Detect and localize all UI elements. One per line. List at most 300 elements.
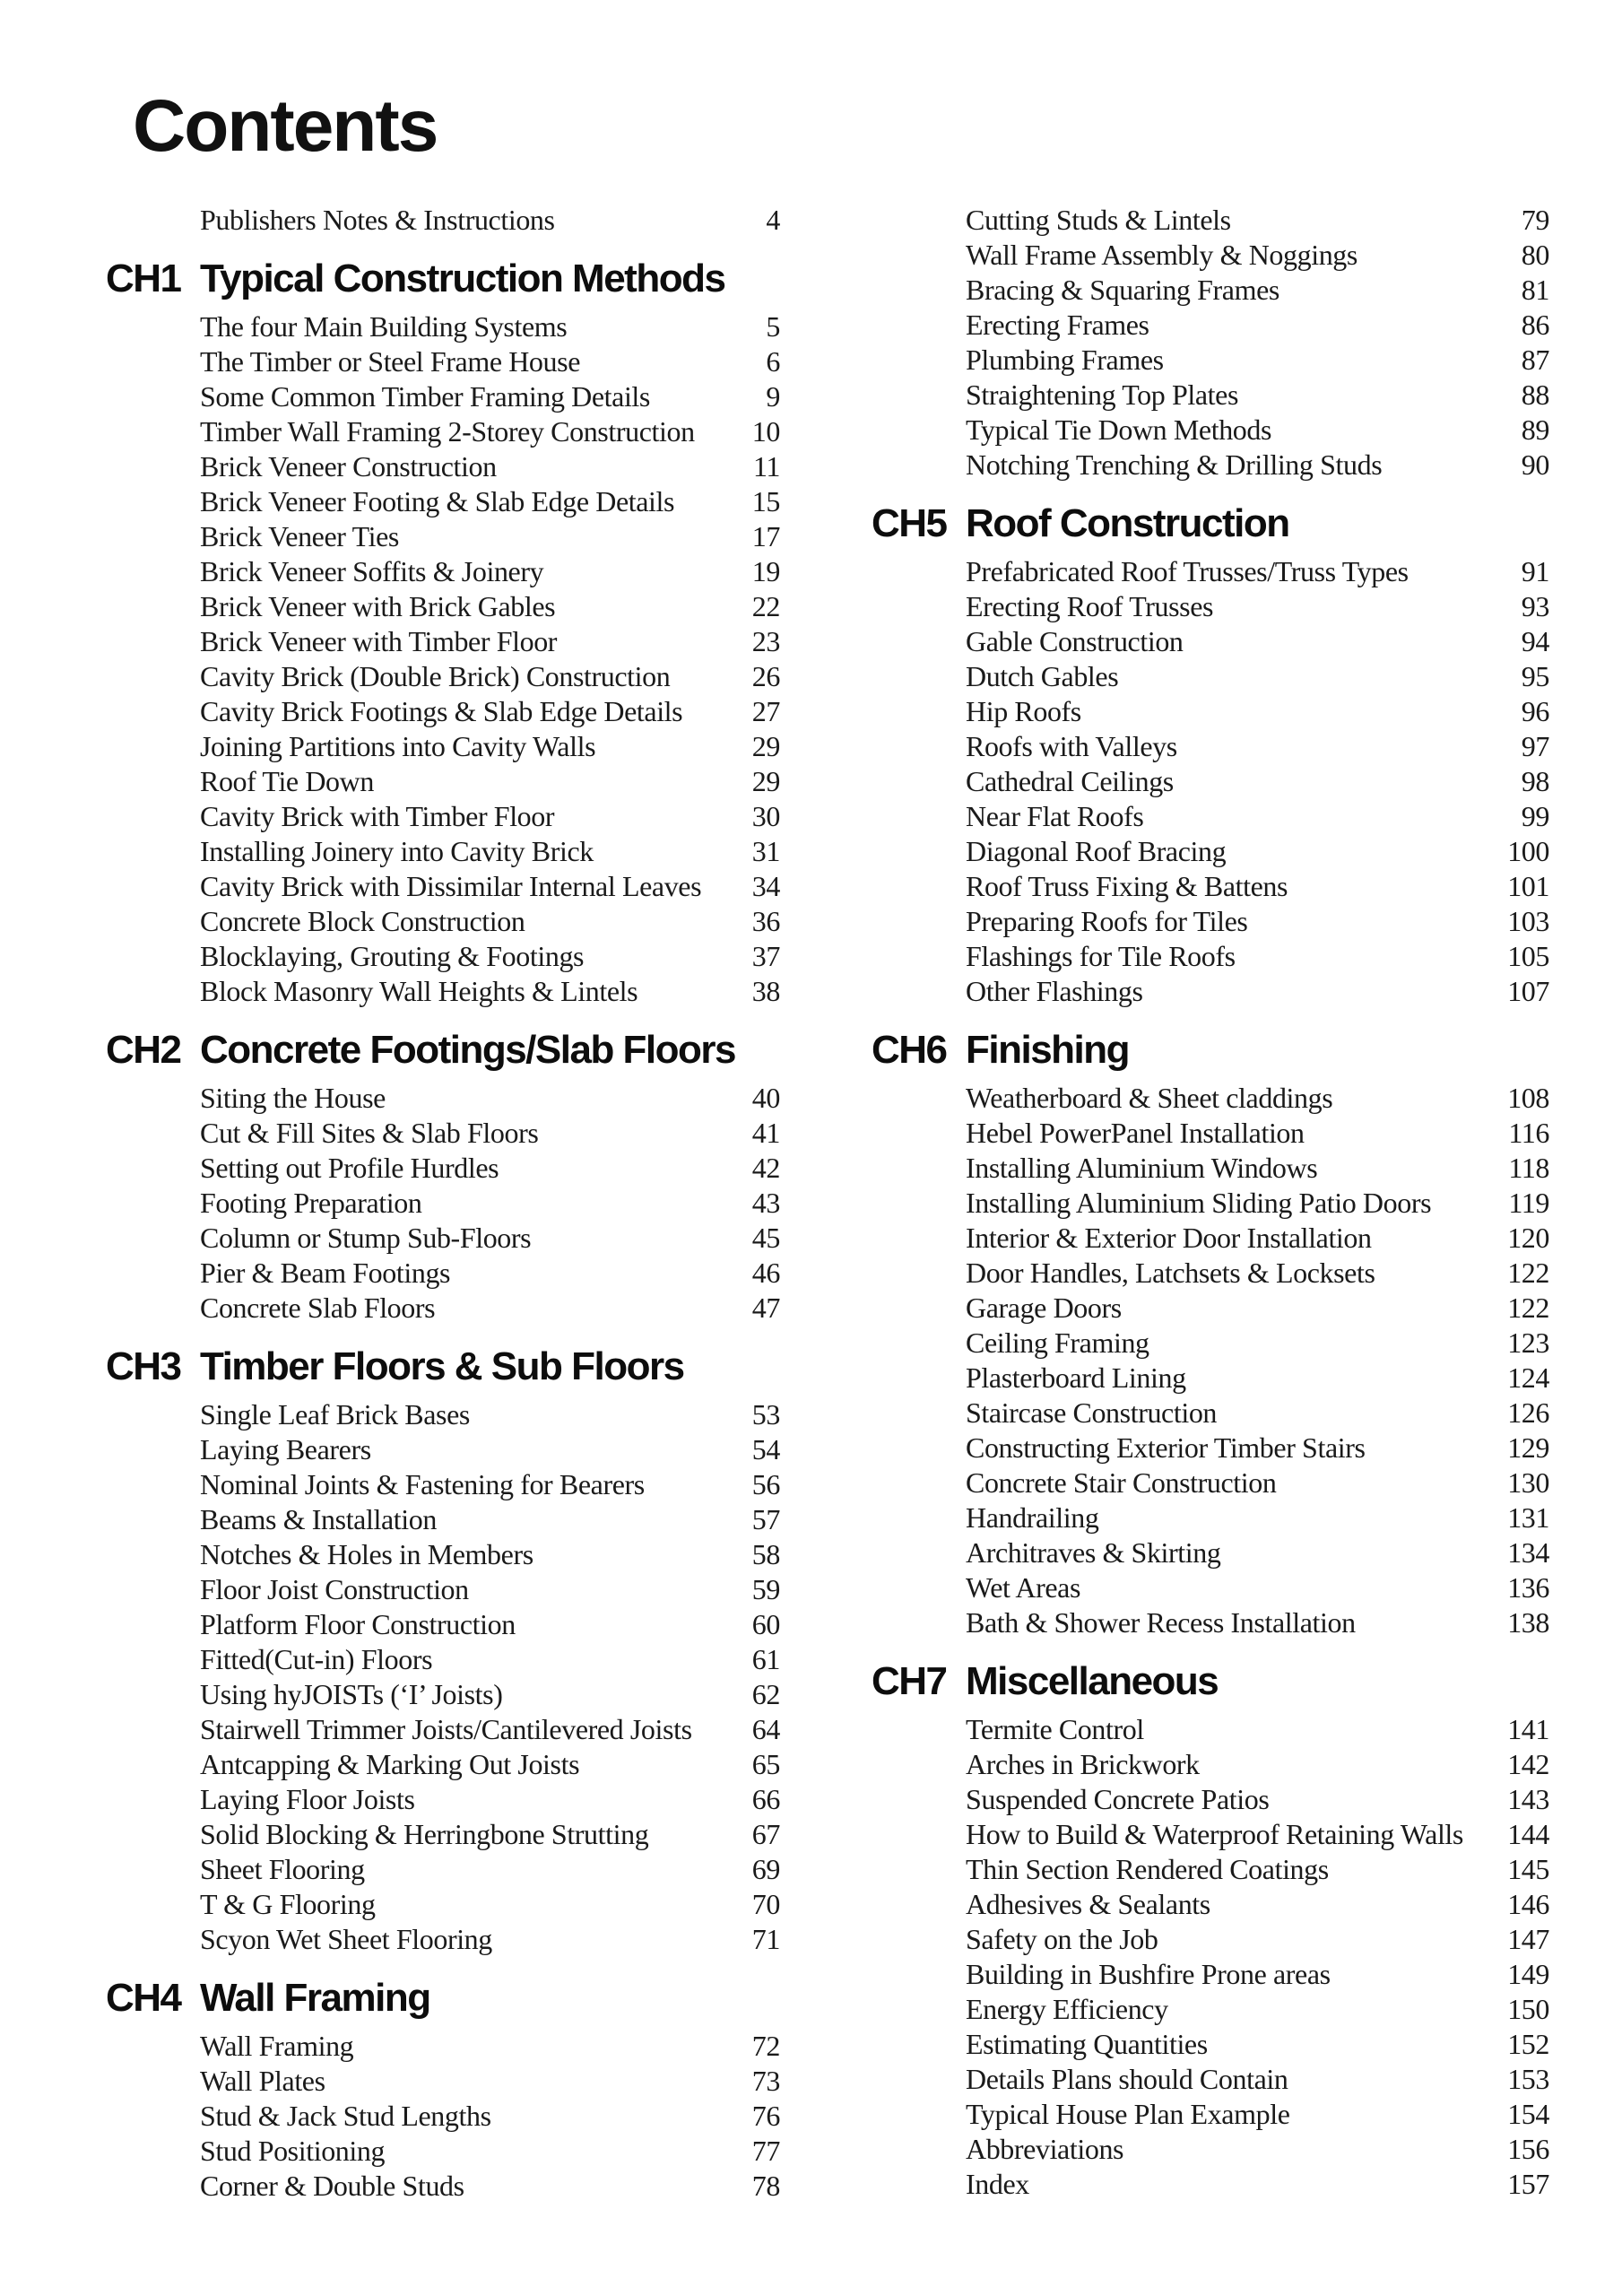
toc-entry-page: 76 [751, 2100, 780, 2132]
toc-entry-label: Stairwell Trimmer Joists/Cantilevered Joists [200, 1713, 692, 1745]
toc-entry-label: Antcapping & Marking Out Joists [200, 1748, 580, 1780]
toc-entry [106, 2169, 780, 2204]
toc-entry-label: Nominal Joints & Fastening for Bearers [200, 1468, 645, 1500]
toc-entry-label: Sheet Flooring [200, 1853, 365, 1885]
toc-entry [106, 799, 780, 834]
toc-entry [872, 1747, 1549, 1782]
toc-entry-page: 131 [1507, 1501, 1549, 1534]
toc-entry-label: Corner & Double Studs [200, 2170, 464, 2202]
toc-entry-label: Termite Control [966, 1713, 1144, 1745]
toc-entry-label: The Timber or Steel Frame House [200, 345, 580, 378]
toc-entry [872, 203, 1549, 238]
toc-entry-label: Cavity Brick (Double Brick) Construction [200, 660, 671, 692]
toc-entry-label: Brick Veneer Soffits & Joinery [200, 555, 544, 587]
toc-entry [872, 1361, 1549, 1396]
chapter-title: Wall Framing [200, 1976, 430, 2020]
toc-entry-page: 122 [1507, 1292, 1549, 1324]
toc-entry-label: Arches in Brickwork [966, 1748, 1200, 1780]
toc-entry-label: Brick Veneer Ties [200, 520, 399, 552]
toc-entry-label: Typical Tie Down Methods [966, 413, 1272, 446]
toc-entry-page: 15 [751, 485, 780, 517]
toc-entry [106, 344, 780, 379]
toc-entry-label: Floor Joist Construction [200, 1573, 469, 1605]
toc-entry [106, 1502, 780, 1537]
toc-entry [106, 1256, 780, 1291]
toc-entry-label: Gable Construction [966, 625, 1184, 657]
toc-entry-label: Staircase Construction [966, 1396, 1218, 1429]
chapter-label: CH6 [872, 1028, 947, 1072]
toc-entry-label: Handrailing [966, 1501, 1099, 1534]
toc-entry [872, 2132, 1549, 2167]
toc-entry [106, 2029, 780, 2064]
toc-entry [872, 1081, 1549, 1116]
toc-entry [106, 1151, 780, 1186]
toc-entry [872, 2062, 1549, 2097]
toc-entry-page: 57 [751, 1503, 780, 1535]
toc-entry [872, 1221, 1549, 1256]
toc-entry-label: Beams & Installation [200, 1503, 437, 1535]
toc-entry-page: 6 [766, 345, 780, 378]
toc-entry [106, 1887, 780, 1922]
toc-entry-page: 149 [1507, 1958, 1549, 1990]
toc-entry-page: 136 [1507, 1571, 1549, 1604]
toc-entry [872, 1186, 1549, 1221]
toc-entry-label: Concrete Stair Construction [966, 1466, 1277, 1499]
toc-entry-label: Footing Preparation [200, 1187, 422, 1219]
toc-entry-page: 22 [751, 590, 780, 622]
toc-entry [106, 2134, 780, 2169]
toc-entry-label: Block Masonry Wall Heights & Lintels [200, 975, 638, 1007]
toc-entry-label: Some Common Timber Framing Details [200, 380, 650, 413]
toc-entry [106, 1642, 780, 1677]
toc-entry [106, 203, 780, 238]
toc-entry-page: 5 [766, 310, 780, 343]
toc-entry-page: 70 [751, 1888, 780, 1920]
chapter-heading [106, 1029, 780, 1072]
toc-entry [872, 1922, 1549, 1957]
toc-entry-label: Hebel PowerPanel Installation [966, 1117, 1305, 1149]
toc-column-right [872, 203, 1549, 2202]
toc-entry [106, 1922, 780, 1957]
toc-entry-label: Prefabricated Roof Trusses/Truss Types [966, 555, 1409, 587]
chapter-heading [106, 257, 780, 300]
toc-entry-label: Cavity Brick with Timber Floor [200, 800, 555, 832]
toc-entry [106, 484, 780, 519]
toc-entry-page: 27 [751, 695, 780, 727]
toc-entry-label: Preparing Roofs for Tiles [966, 905, 1248, 937]
toc-entry-page: 47 [751, 1292, 780, 1324]
toc-entry-label: Safety on the Job [966, 1923, 1158, 1955]
toc-entry-page: 66 [751, 1783, 780, 1815]
toc-entry-label: Installing Aluminium Sliding Patio Doors [966, 1187, 1432, 1219]
toc-entry [872, 1782, 1549, 1817]
toc-entry-label: Cathedral Ceilings [966, 765, 1174, 797]
toc-entry-page: 77 [751, 2135, 780, 2167]
toc-entry-page: 41 [751, 1117, 780, 1149]
toc-entry-page: 142 [1507, 1748, 1549, 1780]
toc-entry [106, 1081, 780, 1116]
toc-entry-page: 23 [751, 625, 780, 657]
toc-entry-label: Blocklaying, Grouting & Footings [200, 940, 585, 972]
toc-entry-label: Brick Veneer Footing & Slab Edge Details [200, 485, 675, 517]
toc-entry-page: 147 [1507, 1923, 1549, 1955]
toc-entry-label: Bracing & Squaring Frames [966, 274, 1279, 306]
toc-entry [106, 1186, 780, 1221]
toc-entry-page: 81 [1521, 274, 1549, 306]
toc-entry-label: Energy Efficiency [966, 1993, 1168, 2025]
toc-entry-page: 144 [1507, 1818, 1549, 1850]
toc-entry-label: Brick Veneer with Brick Gables [200, 590, 556, 622]
toc-entry [872, 1465, 1549, 1500]
chapter-label: CH2 [106, 1028, 181, 1072]
toc-entry-page: 134 [1507, 1536, 1549, 1569]
toc-entry-label: Laying Bearers [200, 1433, 371, 1465]
toc-entry-page: 72 [751, 2030, 780, 2062]
toc-entry-page: 130 [1507, 1466, 1549, 1499]
toc-entry [106, 2099, 780, 2134]
toc-entry-page: 145 [1507, 1853, 1549, 1885]
toc-entry [106, 519, 780, 554]
toc-entry-label: Thin Section Rendered Coatings [966, 1853, 1329, 1885]
toc-entry-page: 71 [751, 1923, 780, 1955]
toc-entry-page: 40 [751, 1082, 780, 1114]
toc-entry-page: 143 [1507, 1783, 1549, 1815]
toc-entry [872, 834, 1549, 869]
toc-entry-label: Abbreviations [966, 2133, 1124, 2165]
toc-entry-page: 108 [1507, 1082, 1549, 1114]
toc-entry-label: Straightening Top Plates [966, 378, 1238, 411]
toc-entry-page: 53 [751, 1398, 780, 1431]
chapter-title: Typical Construction Methods [200, 257, 725, 300]
toc-entry [106, 869, 780, 904]
toc-entry-label: Cut & Fill Sites & Slab Floors [200, 1117, 539, 1149]
toc-entry [872, 1712, 1549, 1747]
toc-entry [872, 1992, 1549, 2027]
toc-entry-page: 29 [751, 765, 780, 797]
toc-entry-label: Architraves & Skirting [966, 1536, 1221, 1569]
toc-entry [106, 1116, 780, 1151]
toc-entry-page: 46 [751, 1257, 780, 1289]
toc-entry-page: 4 [766, 204, 780, 236]
toc-entry [872, 659, 1549, 694]
toc-entry-page: 10 [751, 415, 780, 448]
toc-entry [872, 939, 1549, 974]
chapter-label: CH1 [106, 257, 181, 300]
toc-entry-label: Hip Roofs [966, 695, 1081, 727]
toc-entry [106, 1572, 780, 1607]
toc-entry [872, 1326, 1549, 1361]
toc-entry-page: 30 [751, 800, 780, 832]
toc-entry [106, 309, 780, 344]
toc-entry [872, 694, 1549, 729]
toc-entry [106, 834, 780, 869]
toc-entry-page: 126 [1507, 1396, 1549, 1429]
toc-entry-label: Setting out Profile Hurdles [200, 1152, 499, 1184]
toc-entry-page: 124 [1507, 1361, 1549, 1394]
toc-entry [872, 1817, 1549, 1852]
chapter-title: Finishing [966, 1028, 1130, 1072]
toc-entry-label: Cutting Studs & Lintels [966, 204, 1231, 236]
toc-entry-page: 129 [1507, 1431, 1549, 1464]
toc-entry-label: Notching Trenching & Drilling Studs [966, 448, 1383, 481]
toc-entry-page: 9 [766, 380, 780, 413]
chapter-title: Concrete Footings/Slab Floors [200, 1028, 735, 1072]
toc-entry [872, 799, 1549, 834]
toc-entry-page: 119 [1508, 1187, 1549, 1219]
toc-entry [872, 589, 1549, 624]
toc-entry-page: 116 [1508, 1117, 1549, 1149]
toc-entry [872, 1256, 1549, 1291]
toc-entry-page: 154 [1507, 2098, 1549, 2130]
toc-entry-page: 88 [1521, 378, 1549, 411]
chapter-label: CH4 [106, 1976, 181, 2020]
toc-entry-label: Adhesives & Sealants [966, 1888, 1210, 1920]
toc-entry-label: Diagonal Roof Bracing [966, 835, 1227, 867]
toc-entry [106, 414, 780, 449]
toc-entry-label: Other Flashings [966, 975, 1143, 1007]
chapter-heading [872, 1660, 1549, 1703]
toc-entry-page: 141 [1507, 1713, 1549, 1745]
toc-entry [872, 554, 1549, 589]
toc-entry-page: 150 [1507, 1993, 1549, 2025]
toc-entry-label: Erecting Roof Trusses [966, 590, 1214, 622]
toc-entry-label: Plasterboard Lining [966, 1361, 1186, 1394]
page-title: Contents [133, 85, 438, 167]
toc-entry [872, 2097, 1549, 2132]
toc-entry-label: How to Build & Waterproof Retaining Walls [966, 1818, 1463, 1850]
toc-entry-page: 80 [1521, 239, 1549, 271]
toc-entry-page: 157 [1507, 2168, 1549, 2200]
toc-entry-label: Brick Veneer with Timber Floor [200, 625, 558, 657]
toc-entry [106, 1817, 780, 1852]
toc-entry-page: 34 [751, 870, 780, 902]
toc-entry-page: 105 [1507, 940, 1549, 972]
chapter-title: Roof Construction [966, 501, 1289, 545]
toc-entry [872, 624, 1549, 659]
toc-entry [106, 624, 780, 659]
chapter-label: CH7 [872, 1659, 947, 1703]
toc-entry-label: Pier & Beam Footings [200, 1257, 451, 1289]
toc-entry-label: Fitted(Cut-in) Floors [200, 1643, 433, 1675]
toc-entry-page: 43 [751, 1187, 780, 1219]
chapter-title: Timber Floors & Sub Floors [200, 1344, 684, 1388]
toc-entry [872, 974, 1549, 1009]
toc-entry [106, 729, 780, 764]
toc-entry-page: 42 [751, 1152, 780, 1184]
toc-entry-page: 103 [1507, 905, 1549, 937]
toc-entry [872, 2027, 1549, 2062]
toc-entry-page: 79 [1521, 204, 1549, 236]
toc-entry-page: 17 [751, 520, 780, 552]
toc-entry-page: 64 [751, 1713, 780, 1745]
toc-entry [106, 554, 780, 589]
toc-entry-label: Roof Tie Down [200, 765, 374, 797]
toc-entry [872, 413, 1549, 448]
toc-entry [106, 1397, 780, 1432]
toc-entry-page: 138 [1507, 1606, 1549, 1639]
toc-entry-label: Timber Wall Framing 2-Storey Construction [200, 415, 695, 448]
toc-entry-page: 67 [751, 1818, 780, 1850]
toc-entry-label: Door Handles, Latchsets & Locksets [966, 1257, 1375, 1289]
toc-entry-label: Concrete Block Construction [200, 905, 525, 937]
toc-entry-label: Cavity Brick with Dissimilar Internal Leaves [200, 870, 702, 902]
toc-entry [106, 1467, 780, 1502]
toc-entry [872, 1887, 1549, 1922]
toc-entry-page: 98 [1521, 765, 1549, 797]
toc-entry [106, 1712, 780, 1747]
toc-entry [872, 1116, 1549, 1151]
toc-entry-label: Solid Blocking & Herringbone Strutting [200, 1818, 649, 1850]
toc-entry-page: 96 [1521, 695, 1549, 727]
toc-entry-label: Index [966, 2168, 1029, 2200]
toc-entry-page: 93 [1521, 590, 1549, 622]
toc-entry-label: Interior & Exterior Door Installation [966, 1222, 1372, 1254]
toc-entry [106, 1607, 780, 1642]
toc-entry-page: 120 [1507, 1222, 1549, 1254]
chapter-title: Miscellaneous [966, 1659, 1219, 1703]
toc-entry-page: 95 [1521, 660, 1549, 692]
toc-entry-page: 152 [1507, 2028, 1549, 2060]
toc-entry-page: 97 [1521, 730, 1549, 762]
toc-entry-label: Notches & Holes in Members [200, 1538, 533, 1570]
toc-entry [872, 2167, 1549, 2202]
toc-entry-label: Dutch Gables [966, 660, 1119, 692]
toc-entry-label: Erecting Frames [966, 309, 1149, 341]
toc-entry [872, 1431, 1549, 1465]
toc-entry-page: 100 [1507, 835, 1549, 867]
toc-entry [872, 1605, 1549, 1640]
toc-entry [872, 273, 1549, 308]
toc-entry-label: Near Flat Roofs [966, 800, 1144, 832]
toc-entry-page: 101 [1507, 870, 1549, 902]
toc-entry-page: 91 [1521, 555, 1549, 587]
toc-entry [106, 764, 780, 799]
toc-entry-label: Single Leaf Brick Bases [200, 1398, 470, 1431]
toc-entry-label: Brick Veneer Construction [200, 450, 497, 483]
toc-entry [106, 1677, 780, 1712]
toc-entry [106, 449, 780, 484]
toc-entry-label: Roofs with Valleys [966, 730, 1177, 762]
toc-entry [872, 1535, 1549, 1570]
toc-entry-page: 11 [752, 450, 780, 483]
toc-entry [106, 974, 780, 1009]
toc-entry-page: 94 [1521, 625, 1549, 657]
toc-entry-page: 19 [751, 555, 780, 587]
toc-entry-label: Bath & Shower Recess Installation [966, 1606, 1356, 1639]
toc-entry-page: 54 [751, 1433, 780, 1465]
toc-entry-page: 73 [751, 2065, 780, 2097]
toc-entry-page: 45 [751, 1222, 780, 1254]
toc-entry-page: 59 [751, 1573, 780, 1605]
toc-entry-label: Constructing Exterior Timber Stairs [966, 1431, 1366, 1464]
toc-entry-page: 26 [751, 660, 780, 692]
toc-entry-page: 78 [751, 2170, 780, 2202]
toc-entry [106, 1432, 780, 1467]
toc-entry [872, 308, 1549, 343]
toc-entry [872, 378, 1549, 413]
toc-entry-label: Wet Areas [966, 1571, 1080, 1604]
toc-entry-page: 122 [1507, 1257, 1549, 1289]
toc-entry-label: Suspended Concrete Patios [966, 1783, 1270, 1815]
toc-entry-label: Wall Plates [200, 2065, 325, 2097]
toc-entry [872, 343, 1549, 378]
toc-entry-label: Typical House Plan Example [966, 2098, 1290, 2130]
toc-entry [106, 659, 780, 694]
toc-entry-label: Details Plans should Contain [966, 2063, 1288, 2095]
toc-entry [872, 764, 1549, 799]
toc-entry-page: 153 [1507, 2063, 1549, 2095]
toc-entry [872, 1396, 1549, 1431]
toc-entry [106, 939, 780, 974]
toc-entry [872, 1852, 1549, 1887]
toc-entry-label: Column or Stump Sub-Floors [200, 1222, 532, 1254]
toc-entry-label: Laying Floor Joists [200, 1783, 415, 1815]
toc-entry-label: Scyon Wet Sheet Flooring [200, 1923, 492, 1955]
chapter-label: CH5 [872, 501, 947, 545]
toc-entry [872, 1500, 1549, 1535]
toc-entry-page: 87 [1521, 344, 1549, 376]
toc-entry-label: Installing Joinery into Cavity Brick [200, 835, 594, 867]
toc-entry-label: T & G Flooring [200, 1888, 376, 1920]
toc-entry-label: Garage Doors [966, 1292, 1122, 1324]
toc-entry [106, 1291, 780, 1326]
toc-entry-label: Ceiling Framing [966, 1326, 1149, 1359]
toc-entry-page: 58 [751, 1538, 780, 1570]
toc-entry-label: Weatherboard & Sheet claddings [966, 1082, 1333, 1114]
toc-entry [872, 904, 1549, 939]
toc-entry-page: 36 [751, 905, 780, 937]
toc-entry [872, 1570, 1549, 1605]
toc-entry-label: Joining Partitions into Cavity Walls [200, 730, 596, 762]
toc-column-left [106, 203, 780, 2204]
toc-entry [872, 1957, 1549, 1992]
toc-entry-page: 90 [1521, 448, 1549, 481]
toc-entry [106, 1852, 780, 1887]
toc-entry-label: Stud Positioning [200, 2135, 386, 2167]
toc-entry-page: 99 [1521, 800, 1549, 832]
toc-entry [872, 1151, 1549, 1186]
toc-entry-page: 156 [1507, 2133, 1549, 2165]
toc-entry-label: Using hyJOISTs (‘I’ Joists) [200, 1678, 503, 1710]
toc-entry [872, 729, 1549, 764]
toc-entry-page: 61 [751, 1643, 780, 1675]
toc-entry-label: Wall Frame Assembly & Noggings [966, 239, 1357, 271]
toc-entry-label: Installing Aluminium Windows [966, 1152, 1318, 1184]
toc-entry-label: Plumbing Frames [966, 344, 1164, 376]
toc-entry [872, 238, 1549, 273]
toc-entry [106, 1221, 780, 1256]
toc-entry-page: 89 [1521, 413, 1549, 446]
toc-entry-page: 56 [751, 1468, 780, 1500]
toc-entry-label: The four Main Building Systems [200, 310, 568, 343]
toc-entry [106, 1537, 780, 1572]
toc-entry-page: 38 [751, 975, 780, 1007]
toc-entry-page: 69 [751, 1853, 780, 1885]
toc-entry [872, 869, 1549, 904]
toc-entry-page: 123 [1507, 1326, 1549, 1359]
toc-entry-label: Siting the House [200, 1082, 386, 1114]
toc-entry-label: Roof Truss Fixing & Battens [966, 870, 1288, 902]
toc-entry [106, 2064, 780, 2099]
toc-entry-label: Estimating Quantities [966, 2028, 1208, 2060]
toc-entry-page: 31 [751, 835, 780, 867]
toc-entry-page: 107 [1507, 975, 1549, 1007]
toc-entry-label: Platform Floor Construction [200, 1608, 516, 1640]
toc-entry [106, 589, 780, 624]
toc-entry-page: 29 [751, 730, 780, 762]
toc-entry-page: 37 [751, 940, 780, 972]
toc-entry-label: Concrete Slab Floors [200, 1292, 436, 1324]
